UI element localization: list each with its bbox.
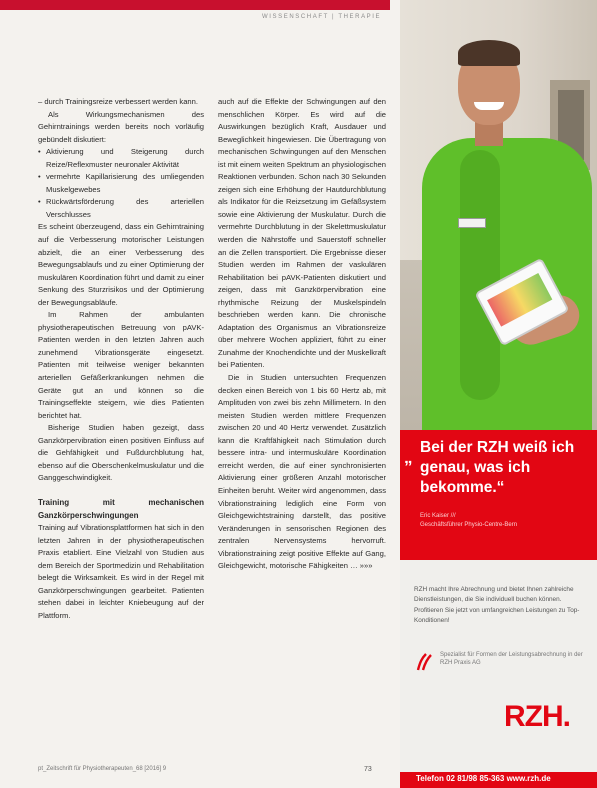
- ad-body-text: RZH macht Ihre Abrechnung und bietet Ihnen zahlreiche Dienstleistungen, die Sie individuell buchen können. Profitieren Sie jetzt von umfangreichen Leistungen zu Top-Konditionen!: [414, 586, 580, 625]
- paragraph: Training auf Vibrationsplattformen hat sich in den letzten Jahren in der physiotherapeutischen Praxis etabliert. Eine Vielzahl von Studien aus dem Bereich der Sportmedizin und Rehabilitation belegt die Wirksamkeit. Es wird in der Regel mit Ganzkörperschwingungen gearbeitet. Patienten stehen dabei in leichter Kniebeugung auf der Plattform.: [38, 523, 204, 620]
- tablet-screen: [487, 273, 552, 327]
- running-head: WISSENSCHAFT | THERAPIE: [262, 14, 382, 20]
- ad-photo: [400, 0, 597, 430]
- person-title: Geschäftsführer Physio-Centre-Bern: [420, 522, 518, 528]
- paragraph: Als Wirkungsmechanismen des Gehirntrainings werden bereits noch vorläufig gebündelt diskutiert:: [38, 109, 204, 144]
- list-item: • Rückwärtsförderung des arteriellen Verschlusses: [38, 196, 204, 221]
- person-smile: [474, 102, 504, 110]
- rzh-advertisement: [400, 0, 597, 788]
- article-column-2: [218, 96, 386, 573]
- contact-phone-url[interactable]: Telefon 02 81/98 85-363 www.rzh.de: [416, 774, 551, 783]
- list-item: • vermehrte Kapillarisierung des umliegenden Muskelgewebes: [38, 171, 204, 196]
- partner-logo-icon: [414, 652, 434, 672]
- article-column-1: [38, 96, 204, 622]
- paragraph: Bisherige Studien haben gezeigt, dass Ganzkörpervibration einen positiven Einfluss auf die Gehfähigkeit und Fußdurchblutung hat, ebenso auf die Oberschenkelmuskulatur und die Ganggeschwindigkeit.: [38, 423, 204, 483]
- person-name: Eric Kaiser ///: [420, 513, 456, 519]
- quote-box: [400, 430, 597, 560]
- ad-quote: [404, 438, 594, 498]
- paragraph: auch auf die Effekte der Schwingungen auf den menschlichen Körper. Es wird auf die Auswirkungen bezüglich Kraft, Ausdauer und Beweglichkeit hingewiesen. Die Übertragung von mechanischen Schwingungen auf den Menschen ist mit einem weiten Spektrum an physiologischen Reaktionen verbunden. Schon nach 30 Sekunden zeigen sich eine Erhöhung der Hautdurchblutung als Indikator für die Reizsetzung im Gefäßsystem sowie eine Aktivierung der Muskulatur. Durch die vermehrte Durchblutung in der Skelettmuskulatur werden die Nährstoffe und Sauerstoff schneller an die Zellen transportiert. Die Ergebnisse dieser Studien werden im Rahmen der vaskulären Rehabilitation bei pAVK-Patienten diskutiert und zeigen, dass mit Ganzkörpervibration eine rhythmische Reizung der Muskelspindeln beschrieben werden kann. Die chronische Adaptation des Organismus an Vibrationsreize über mehrere Wochen appliziert, führt zu einer Zunahme der Knochendichte und der Muskelkraft bei Patienten.: [218, 97, 386, 370]
- shirt-shadow: [460, 150, 500, 400]
- quote-attribution: [420, 512, 517, 530]
- paragraph: Im Rahmen der ambulanten physiotherapeutischen Betreuung von pAVK-Patienten werden in den letzten Jahren auch zunehmend Vibrationsgeräte eingesetzt. Patienten mit teilweise weniger bekannten arteriellen Gefäßerkrankungen nehmen die Geräte gut an und können so die Trainingseffekte steigern, wie dies Patienten berichtet hat.: [38, 310, 204, 420]
- footer-journal-ref: pt_Zeitschrift für Physiotherapeuten_68 [2016] 9: [38, 766, 167, 772]
- list-item: • Aktivierung und Steigerung durch Reize/Reflexmuster neuronaler Aktivität: [38, 146, 204, 171]
- partner-text: Spezialist für Formen der Leistungsabrechnung in der RZH Praxis AG: [440, 652, 583, 666]
- paragraph: – durch Trainingsreize verbessert werden kann.: [38, 97, 198, 106]
- person-hair: [458, 40, 520, 66]
- section-subheading: Training mit mechanischen Ganzkörperschwingungen: [38, 497, 204, 520]
- header-accent-bar: [0, 0, 390, 10]
- quote-mark: „: [404, 448, 413, 467]
- bullet-list: [38, 146, 204, 221]
- name-badge: [458, 218, 486, 228]
- paragraph: Die in Studien untersuchten Frequenzen decken einen Bereich von 1 bis 60 Hertz ab, mit Amplituden von zwei bis zehn Millimetern. In den meisten Studien werden mittlere Frequenzen zwischen 20 und 40 Hertz verwendet. Zusätzlich kann die Kraftfähigkeit nach Stimulation durch bessere intra- und intermuskuläre Koordination erreicht werden, die auf einer synchronisierten Aktivierung einer größeren Anzahl motorischer Einheiten beruht. Weiter wird angenommen, dass Vibrationstraining lediglich eine Form von Gleichgewichtstraining darstellt, das positive Veränderungen in sensorischen Regionen des zentralen Nervensystems hervorruft. Vibrationstraining zeigt positive Effekte auf Gang, Gleichgewicht, motorische Fähigkeiten … »»»: [218, 373, 386, 571]
- ad-quote-text: Bei der RZH weiß ich genau, was ich bekomme.“: [420, 439, 575, 496]
- rzh-logo: RZH.: [504, 700, 570, 733]
- page-number: 73: [364, 766, 372, 773]
- paragraph: Es scheint überzeugend, dass ein Gehirntraining auf die Verbesserung motorischer Leistungen abzielt, die an einer Verbesserung des Bewegungsablaufs und zu einer Optimierung der muskulären Koordination führt und damit zu einer Senkung des Sturzrisikos und der Optimierung der Bewegungsabläufe.: [38, 222, 204, 307]
